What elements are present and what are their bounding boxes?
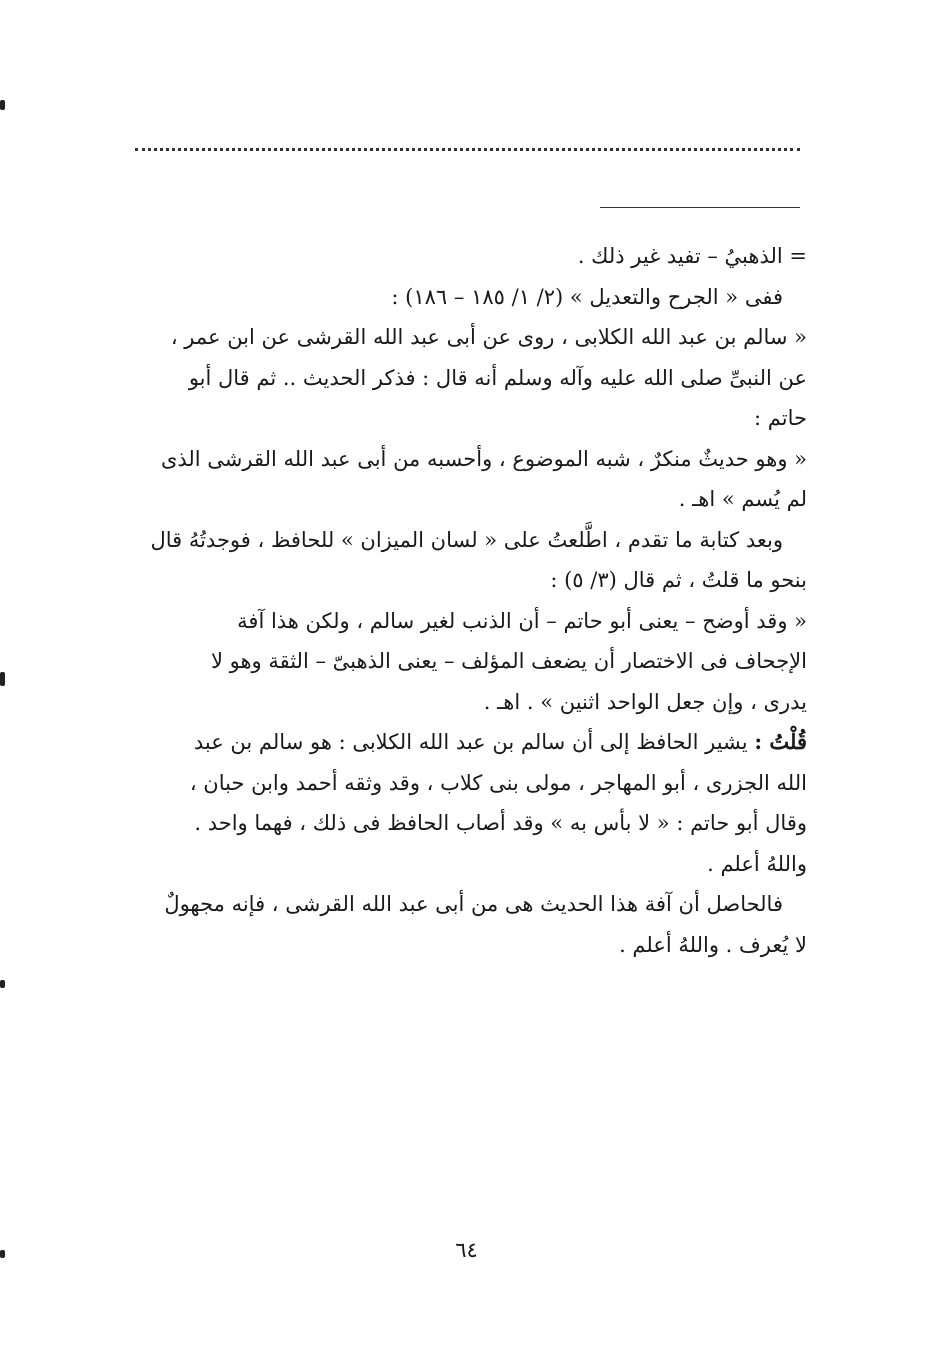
text-line: وبعد كتابة ما تقدم ، اطَّلعتُ على « لسان الميزان » للحافظ ، فوجدتُهُ قال (150, 527, 783, 552)
text-line: وقال أبو حاتم : « لا بأس به » وقد أصاب الحافظ فى ذلك ، فهما واحد . (194, 811, 807, 835)
text-line: عن النبىِّ صلى الله عليه وآله وسلم أنه قال : فذكر الحديث .. ثم قال أبو (188, 365, 807, 390)
text-line: الله الجزرى ، أبو المهاجر ، مولى بنى كلاب ، وقد وثقه أحمد وابن حبان ، (189, 770, 807, 795)
text-line: ففى « الجرح والتعديل » (٢/ ١/ ١٨٥ – ١٨٦) : (391, 284, 783, 309)
footnote-rule (600, 207, 800, 208)
qultu-label: قُلْتُ : (754, 729, 807, 754)
text-line: « وهو حديثٌ منكرٌ ، شبه الموضوع ، وأحسبه من أبى عبد الله القرشى الذى (160, 446, 807, 471)
text-line: لم يُسم » اهـ . (678, 487, 807, 511)
dotted-separator (135, 148, 800, 151)
scan-mark (0, 980, 5, 988)
scan-mark (0, 100, 5, 110)
body-text (135, 236, 807, 965)
scan-mark (0, 672, 5, 686)
text-span: يشير الحافظ إلى أن سالم بن عبد الله الكلابى : هو سالم بن عبد (193, 730, 748, 754)
text-line (135, 722, 807, 763)
text-line: = الذهبيُ – تفيد غير ذلك . (577, 244, 807, 268)
text-line: حاتم : (754, 406, 807, 430)
text-line: فالحاصل أن آفة هذا الحديث هى من أبى عبد الله القرشى ، فإنه مجهولٌ (164, 892, 783, 916)
text-line: « وقد أوضح – يعنى أبو حاتم – أن الذنب لغير سالم ، ولكن هذا آفة (237, 608, 807, 633)
text-line: يدرى ، وإن جعل الواحد اثنين » . اهـ . (483, 689, 807, 714)
text-line: « سالم بن عبد الله الكلابى ، روى عن أبى عبد الله القرشى عن ابن عمر ، (170, 325, 807, 349)
text-line: واللهُ أعلم . (707, 851, 807, 876)
text-line: لا يُعرف . واللهُ أعلم . (619, 932, 807, 957)
text-line: الإجحاف فى الاختصار أن يضعف المؤلف – يعنى الذهبىّ – الثقة وهو لا (210, 649, 807, 673)
page-number: ٦٤ (455, 1238, 478, 1262)
text-line: بنحو ما قلتُ ، ثم قال (٣/ ٥) : (550, 568, 807, 592)
scan-mark (0, 1250, 5, 1258)
